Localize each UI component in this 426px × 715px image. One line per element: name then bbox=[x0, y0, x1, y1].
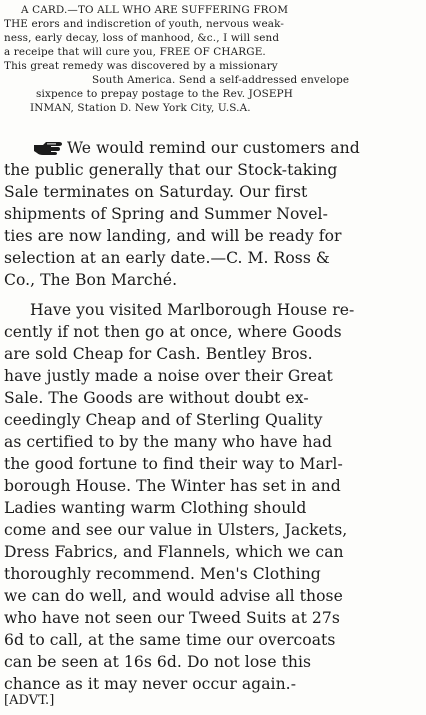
stocktaking-first-line-text: We would remind our customers and bbox=[67, 139, 360, 157]
advert-line: Sale. The Goods are without doubt ex- bbox=[4, 389, 309, 407]
advert-line: come and see our value in Ulsters, Jackets, bbox=[4, 521, 348, 539]
advert-line: have justly made a noise over their Great bbox=[4, 367, 333, 385]
stocktaking-line: shipments of Spring and Summer Novel- bbox=[4, 205, 328, 223]
pointing-hand-icon bbox=[33, 139, 63, 162]
advert-line: the good fortune to find their way to Marl- bbox=[4, 455, 343, 473]
advert-line: ceedingly Cheap and of Sterling Quality bbox=[4, 411, 323, 429]
advert-line: thoroughly recommend. Men's Clothing bbox=[4, 565, 321, 583]
advert-line: 6d to call, at the same time our overcoats bbox=[4, 631, 336, 649]
advert-line: who have not seen our Tweed Suits at 27s bbox=[4, 609, 340, 627]
notice-card-line: sixpence to prepay postage to the Rev. JOSEPH bbox=[36, 88, 293, 100]
notice-card-line: South America. Send a self-addressed envelope bbox=[92, 74, 350, 86]
advert-line: Dress Fabrics, and Flannels, which we can bbox=[4, 543, 344, 561]
stocktaking-line: ties are now landing, and will be ready for bbox=[4, 227, 342, 245]
notice-card-line: INMAN, Station D. New York City, U.S.A. bbox=[30, 102, 251, 114]
notice-card-line: ness, early decay, loss of manhood, &c., I will send bbox=[4, 32, 280, 44]
notice-card-line: A CARD.—TO ALL WHO ARE SUFFERING FROM bbox=[21, 4, 289, 16]
stocktaking-first-line bbox=[33, 138, 360, 162]
advert-line: Have you visited Marlborough House re- bbox=[30, 301, 355, 319]
stocktaking-line: Co., The Bon Marché. bbox=[4, 271, 178, 289]
advert-line: can be seen at 16s 6d. Do not lose this bbox=[4, 653, 312, 671]
advert-line: Ladies wanting warm Clothing should bbox=[4, 499, 307, 517]
stocktaking-line: Sale terminates on Saturday. Our first bbox=[4, 183, 308, 201]
notice-card-line: THE erors and indiscretion of youth, nervous weak- bbox=[4, 18, 285, 30]
advert-line: borough House. The Winter has set in and bbox=[4, 477, 341, 495]
advert-line: are sold Cheap for Cash. Bentley Bros. bbox=[4, 345, 313, 363]
stocktaking-line: selection at an early date.—C. M. Ross & bbox=[4, 249, 330, 267]
notice-card-line: This great remedy was discovered by a missionary bbox=[4, 60, 278, 72]
advert-signoff: [ADVT.] bbox=[4, 693, 55, 708]
advert-line: cently if not then go at once, where Goods bbox=[4, 323, 342, 341]
notice-card-line: a receipe that will cure you, FREE OF CHARGE. bbox=[4, 46, 266, 58]
advert-line: chance as it may never occur again.- bbox=[4, 675, 297, 693]
advert-line: as certified to by the many who have had bbox=[4, 433, 332, 451]
stocktaking-line: the public generally that our Stock-taking bbox=[4, 161, 338, 179]
advert-line: we can do well, and would advise all those bbox=[4, 587, 343, 605]
